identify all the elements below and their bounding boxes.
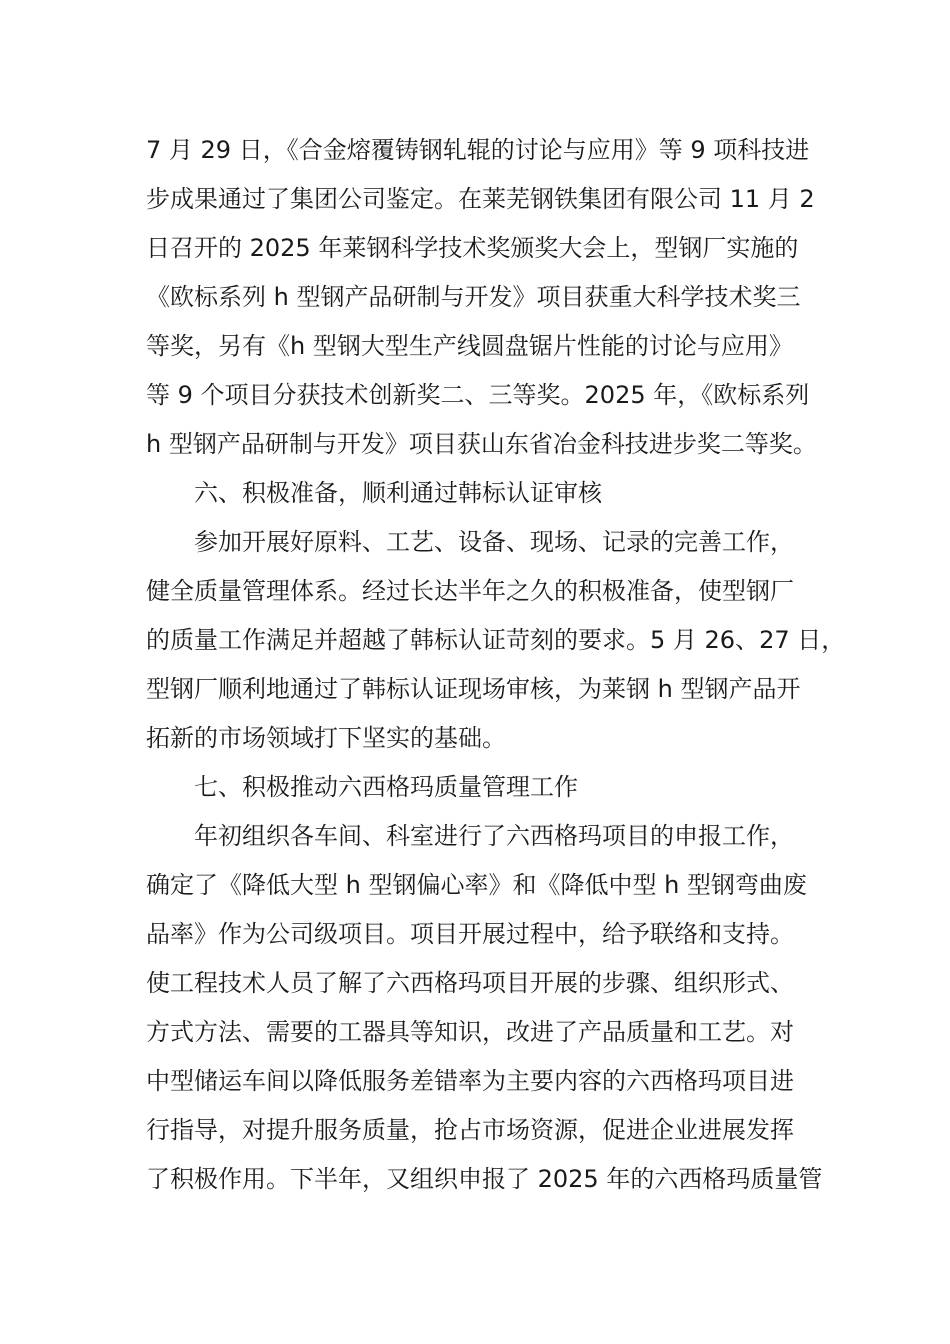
text-line: 健全质量管理体系。经过长达半年之久的积极准备，使型钢厂 — [146, 577, 794, 605]
text-line: 中型储运车间以降低服务差错率为主要内容的六西格玛项目进 — [146, 1067, 794, 1095]
text-line: 了积极作用。下半年，又组织申报了 2025 年的六西格玛质量管 — [146, 1165, 823, 1193]
text-line: 年初组织各车间、科室进行了六西格玛项目的申报工作， — [194, 822, 794, 850]
text-line: 等奖，另有《h 型钢大型生产线圆盘锯片性能的讨论与应用》 — [146, 332, 793, 360]
text-line: 7 月 29 日，《合金熔覆铸钢轧辊的讨论与应用》等 9 项科技进 — [146, 136, 810, 164]
text-line: 拓新的市场领域打下坚实的基础。 — [146, 724, 506, 752]
text-line: 品率》作为公司级项目。项目开展过程中，给予联络和支持。 — [146, 920, 794, 948]
section-heading: 六、积极准备，顺利通过韩标认证审核 — [194, 479, 602, 507]
text-line: 行指导，对提升服务质量，抢占市场资源，促进企业进展发挥 — [146, 1116, 794, 1144]
section-heading: 七、积极推动六西格玛质量管理工作 — [194, 773, 578, 801]
text-line: 使工程技术人员了解了六西格玛项目开展的步骤、组织形式、 — [146, 969, 794, 997]
text-line: 确定了《降低大型 h 型钢偏心率》和《降低中型 h 型钢弯曲废 — [146, 871, 807, 899]
text-line: 方式方法、需要的工器具等知识，改进了产品质量和工艺。对 — [146, 1018, 794, 1046]
text-line: 步成果通过了集团公司鉴定。在莱芜钢铁集团有限公司 11 月 2 — [146, 185, 815, 213]
text-line: 参加开展好原料、工艺、设备、现场、记录的完善工作， — [194, 528, 794, 556]
text-line: h 型钢产品研制与开发》项目获山东省冶金科技进步奖二等奖。 — [146, 430, 817, 458]
text-line: 《欧标系列 h 型钢产品研制与开发》项目获重大科学技术奖三 — [146, 283, 801, 311]
text-line: 的质量工作满足并超越了韩标认证苛刻的要求。5 月 26、27 日， — [146, 626, 846, 654]
text-line: 日召开的 2025 年莱钢科学技术奖颁奖大会上，型钢厂实施的 — [146, 234, 799, 262]
text-line: 型钢厂顺利地通过了韩标认证现场审核，为莱钢 h 型钢产品开 — [146, 675, 801, 703]
text-line: 等 9 个项目分获技术创新奖二、三等奖。2025 年，《欧标系列 — [146, 381, 810, 409]
